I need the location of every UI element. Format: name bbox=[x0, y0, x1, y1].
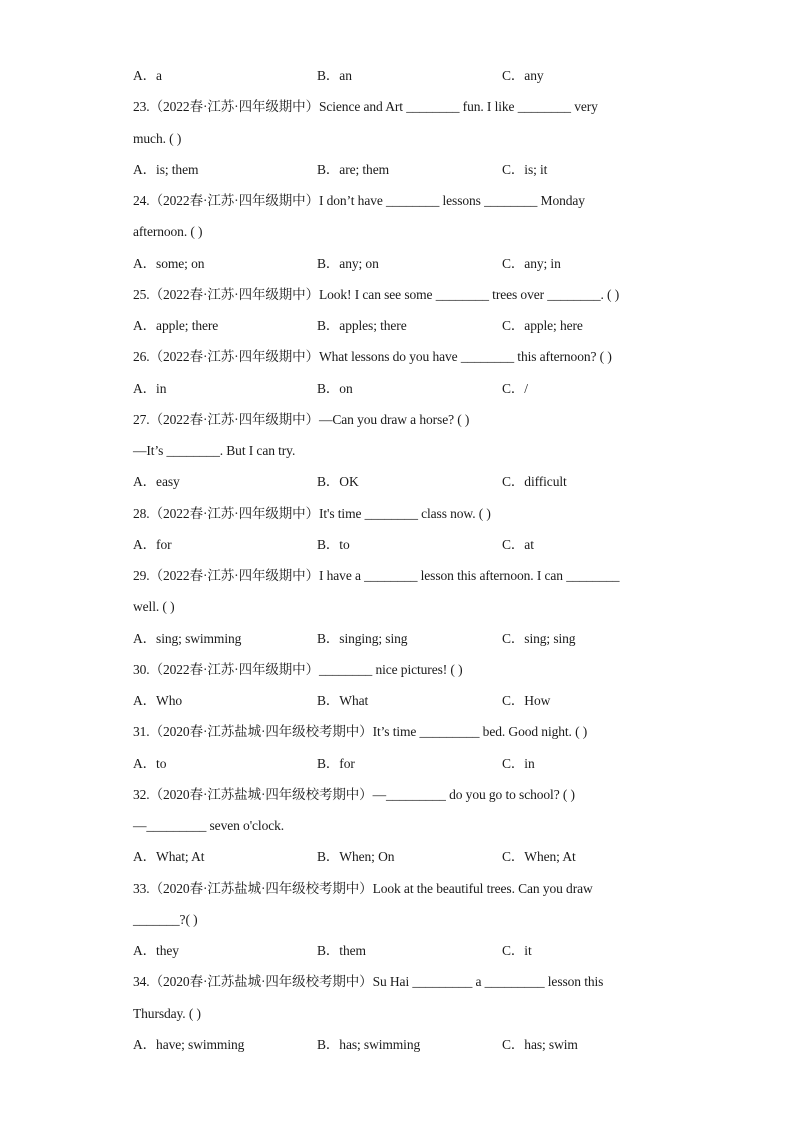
question-text-line: 30.（2022春·江苏·四年级期中）________ nice pictures! ( ) bbox=[133, 662, 463, 677]
option-c: C．apple; here bbox=[502, 318, 583, 333]
question-text-line: 32.（2020春·江苏盐城·四年级校考期中）—_________ do you go to school? ( ) bbox=[133, 787, 575, 802]
option-c: C．/ bbox=[502, 381, 528, 396]
option-b: B．any; on bbox=[317, 256, 379, 271]
answer-options-row bbox=[133, 66, 694, 86]
option-a: A．for bbox=[133, 537, 172, 552]
option-c: C．any bbox=[502, 68, 544, 83]
answer-options-row bbox=[133, 691, 694, 711]
question-text-line: afternoon. ( ) bbox=[133, 224, 203, 239]
option-b: B．an bbox=[317, 68, 352, 83]
option-a: A．is; them bbox=[133, 162, 199, 177]
option-c: C．difficult bbox=[502, 474, 567, 489]
option-a: A．to bbox=[133, 756, 167, 771]
question-text-line: 26.（2022春·江苏·四年级期中）What lessons do you have ________ this afternoon? ( ) bbox=[133, 349, 612, 364]
option-c: C．is; it bbox=[502, 162, 548, 177]
question-text-line: Thursday. ( ) bbox=[133, 1006, 201, 1021]
option-c: C．When; At bbox=[502, 849, 576, 864]
question-text-line: 33.（2020春·江苏盐城·四年级校考期中）Look at the beautiful trees. Can you draw bbox=[133, 881, 593, 896]
option-a: A．they bbox=[133, 943, 179, 958]
option-a: A．easy bbox=[133, 474, 180, 489]
question-text-line: —_________ seven o'clock. bbox=[133, 818, 285, 833]
answer-options-row bbox=[133, 629, 694, 649]
option-c: C．has; swim bbox=[502, 1037, 578, 1052]
option-c: C．sing; sing bbox=[502, 631, 576, 646]
option-b: B．to bbox=[317, 537, 350, 552]
question-text-line: —It’s ________. But I can try. bbox=[133, 443, 296, 458]
option-a: A．Who bbox=[133, 693, 182, 708]
question-text-line: well. ( ) bbox=[133, 599, 175, 614]
option-c: C．it bbox=[502, 943, 532, 958]
option-a: A．What; At bbox=[133, 849, 205, 864]
question-text-line: much. ( ) bbox=[133, 131, 182, 146]
answer-options-row bbox=[133, 379, 694, 399]
answer-options-row bbox=[133, 254, 694, 274]
question-text-line: 24.（2022春·江苏·四年级期中）I don’t have ________ lessons ________ Monday bbox=[133, 193, 585, 208]
question-text-line: 34.（2020春·江苏盐城·四年级校考期中）Su Hai _________ a _________ lesson this bbox=[133, 974, 604, 989]
option-b: B．them bbox=[317, 943, 366, 958]
option-b: B．are; them bbox=[317, 162, 390, 177]
option-c: C．at bbox=[502, 537, 534, 552]
option-c: C．in bbox=[502, 756, 535, 771]
answer-options-row bbox=[133, 847, 694, 867]
option-a: A．apple; there bbox=[133, 318, 219, 333]
answer-options-row bbox=[133, 472, 694, 492]
option-b: B．on bbox=[317, 381, 353, 396]
question-text-line: _______?( ) bbox=[133, 912, 198, 927]
option-a: A．some; on bbox=[133, 256, 205, 271]
option-b: B．What bbox=[317, 693, 369, 708]
option-a: A．in bbox=[133, 381, 167, 396]
answer-options-row bbox=[133, 754, 694, 774]
question-text-line: 25.（2022春·江苏·四年级期中）Look! I can see some ________ trees over ________. ( ) bbox=[133, 287, 620, 302]
question-text-line: 23.（2022春·江苏·四年级期中）Science and Art ________ fun. I like ________ very bbox=[133, 99, 598, 114]
question-text-line: 28.（2022春·江苏·四年级期中）It's time ________ class now. ( ) bbox=[133, 506, 491, 521]
answer-options-row bbox=[133, 160, 694, 180]
question-text-line: 29.（2022春·江苏·四年级期中）I have a ________ lesson this afternoon. I can ________ bbox=[133, 568, 620, 583]
option-b: B．When; On bbox=[317, 849, 395, 864]
option-c: C．How bbox=[502, 693, 551, 708]
option-a: A．a bbox=[133, 68, 162, 83]
option-b: B．singing; sing bbox=[317, 631, 408, 646]
question-text-line: 27.（2022春·江苏·四年级期中）—Can you draw a horse? ( ) bbox=[133, 412, 470, 427]
answer-options-row bbox=[133, 941, 694, 961]
option-b: B．OK bbox=[317, 474, 359, 489]
option-b: B．apples; there bbox=[317, 318, 407, 333]
option-c: C．any; in bbox=[502, 256, 561, 271]
answer-options-row bbox=[133, 316, 694, 336]
option-b: B．has; swimming bbox=[317, 1037, 421, 1052]
question-text-line: 31.（2020春·江苏盐城·四年级校考期中）It’s time _________ bed. Good night. ( ) bbox=[133, 724, 588, 739]
answer-options-row bbox=[133, 1035, 694, 1055]
option-a: A．have; swimming bbox=[133, 1037, 245, 1052]
answer-options-row bbox=[133, 535, 694, 555]
option-b: B．for bbox=[317, 756, 355, 771]
option-a: A．sing; swimming bbox=[133, 631, 242, 646]
